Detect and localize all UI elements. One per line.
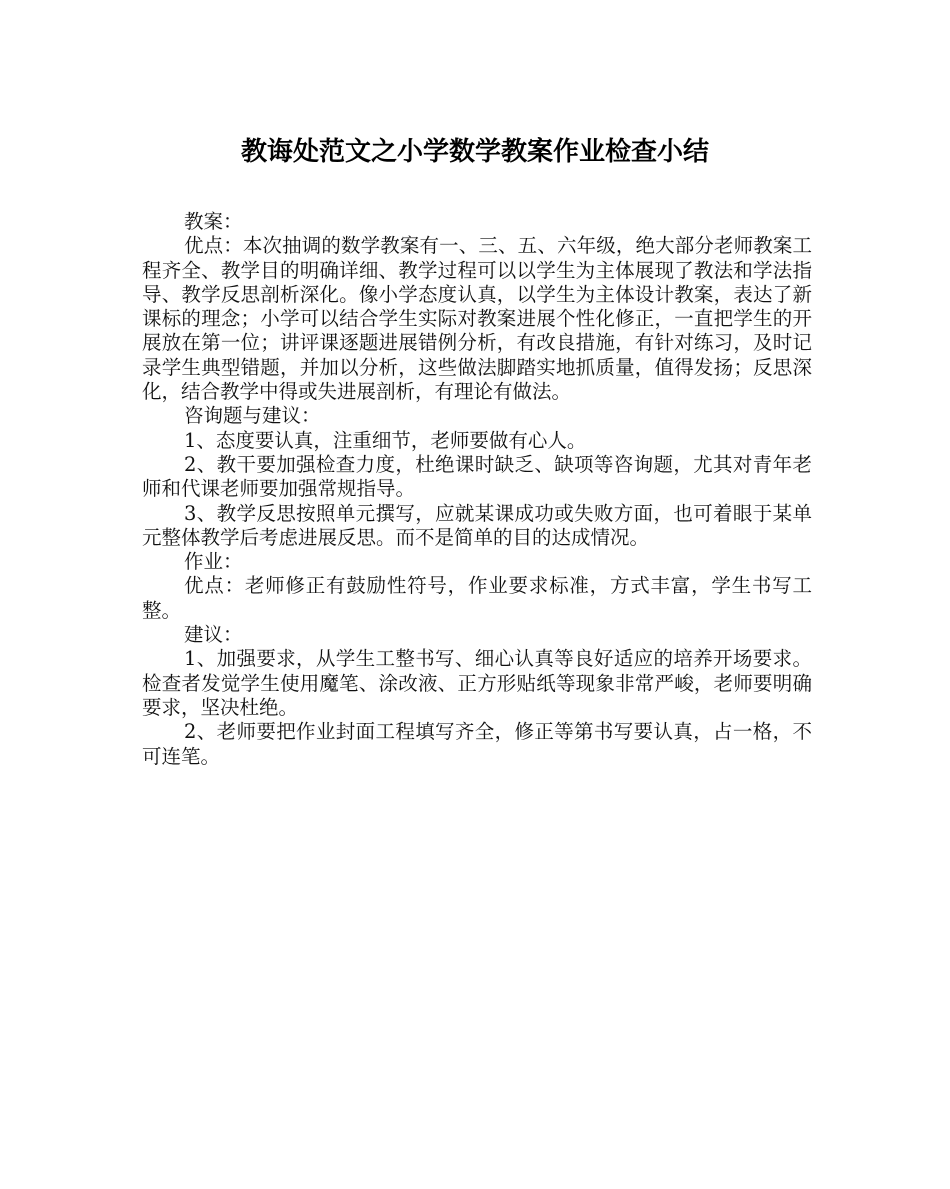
section-heading-issues-suggestions: 咨询题与建议： xyxy=(184,404,321,428)
homework-strengths-paragraph: 优点：老师修正有鼓励性符号，作业要求标准，方式丰富，学生书写工整。 xyxy=(142,574,812,622)
section-heading-homework: 作业： xyxy=(184,550,243,574)
issue-item-2: 2、教干要加强检查力度，杜绝课时缺乏、缺项等咨询题，尤其对青年老师和代课老师要加强常规指导。 xyxy=(142,452,812,501)
issue-item-3: 3、教学反思按照单元撰写，应就某课成功或失败方面，也可着眼于某单元整体教学后考虑进展反思。而不是简单的目的达成情况。 xyxy=(142,501,812,549)
suggestion-item-2: 2、老师要把作业封面工程填写齐全，修正等第书写要认真，占一格，不可连笔。 xyxy=(142,720,812,768)
document-title: 教诲处范文之小学数学教案作业检查小结 xyxy=(240,137,709,167)
section-heading-suggestions: 建议： xyxy=(184,623,243,647)
suggestion-item-1: 1、加强要求，从学生工整书写、细心认真等良好适应的培养开场要求。检查者发觉学生使用魔笔、涂改液、正方形贴纸等现象非常严峻，老师要明确要求，坚决杜绝。 xyxy=(142,647,812,719)
lesson-plans-strengths-paragraph: 优点：本次抽调的数学教案有一、三、五、六年级，绝大部分老师教案工程齐全、教学目的明确详细、教学过程可以以学生为主体展现了教法和学法指导、教学反思剖析深化。像小学态度认真，以学生为主体设计教案，表达了新课标的理念；小学可以结合学生实际对教案进展个性化修正，一直把学生的开展放在第一位；讲评课逐题进展错例分析，有改良措施，有针对练习，及时记录学生典型错题，并加以分析，这些做法脚踏实地抓质量，值得发扬；反思深化，结合教学中得或失进展剖析，有理论有做法。 xyxy=(142,234,812,404)
section-heading-lesson-plans: 教案： xyxy=(184,210,243,233)
issue-item-1: 1、态度要认真，注重细节，老师要做有心人。 xyxy=(184,428,587,452)
document-body xyxy=(142,210,812,769)
